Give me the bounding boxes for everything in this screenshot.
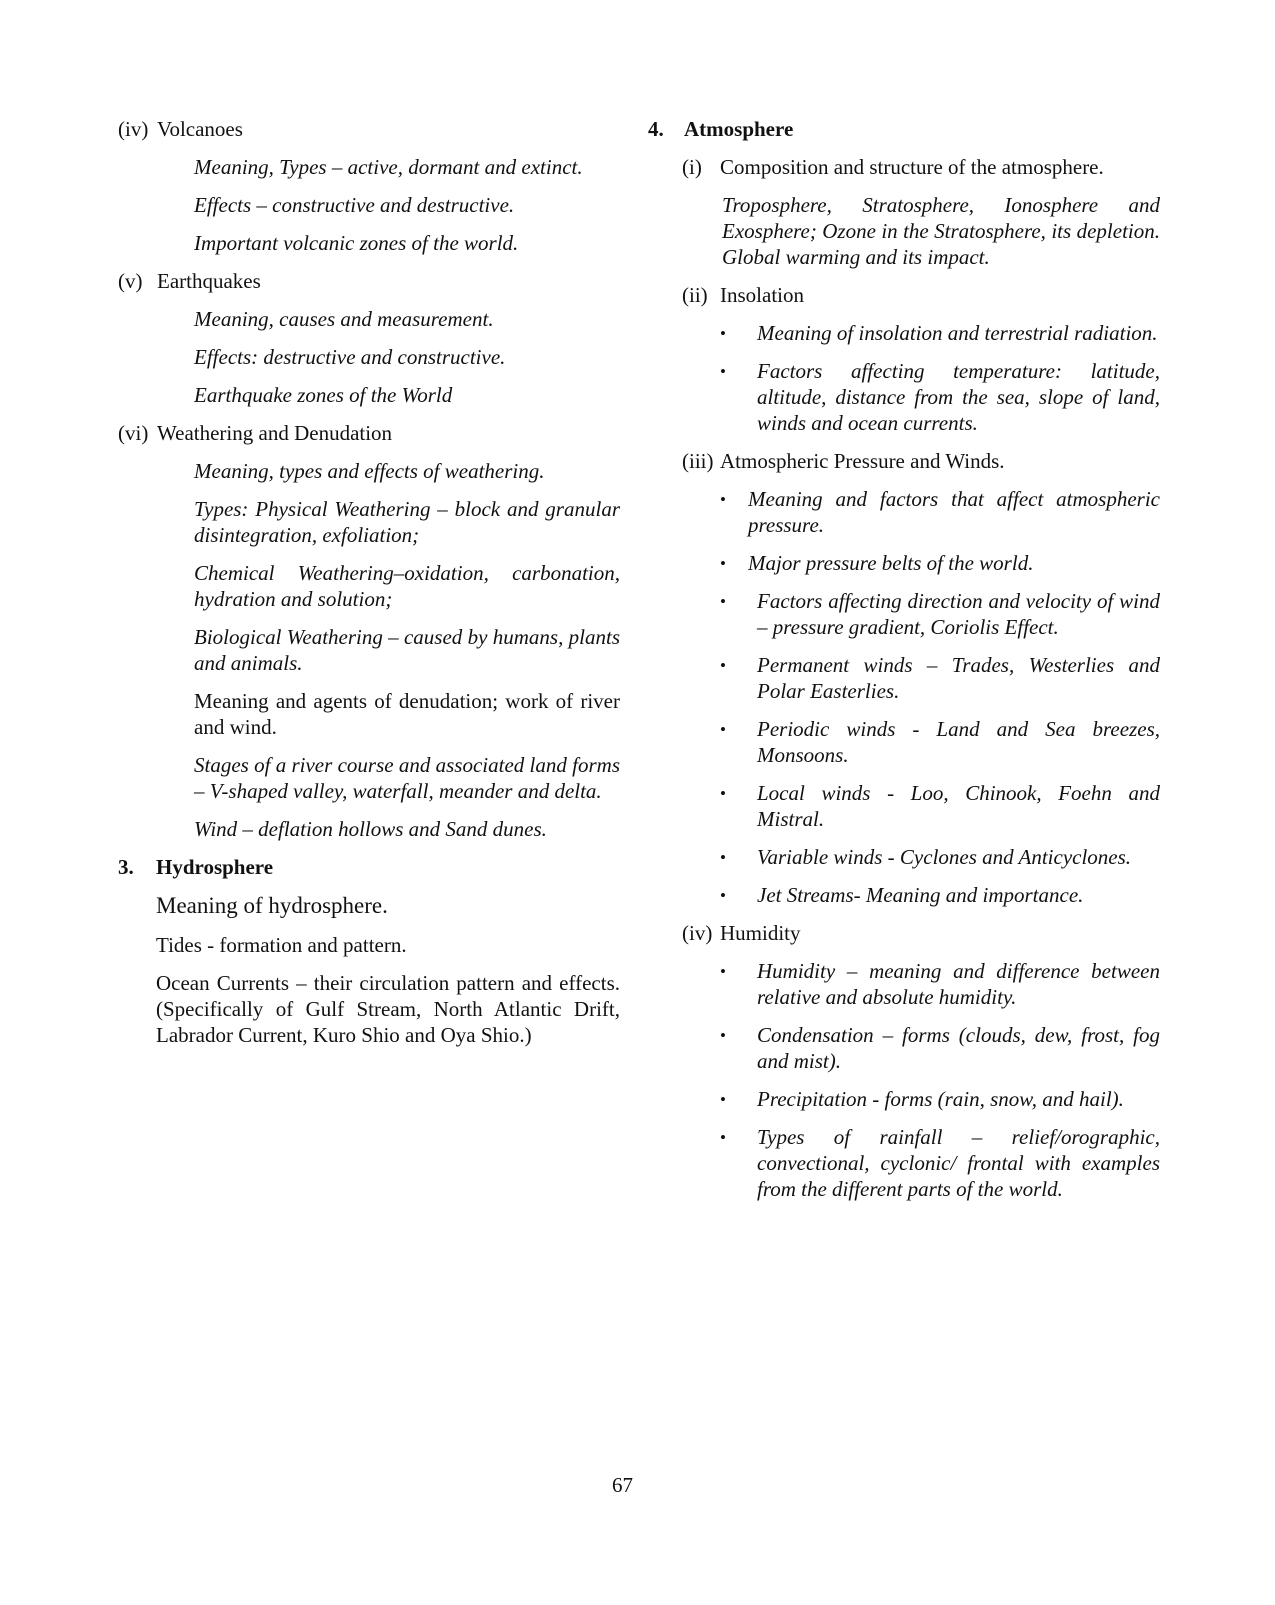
bullet-icon: • xyxy=(720,1026,726,1045)
humidity-heading xyxy=(648,920,1160,946)
atmosphere-number: 4. xyxy=(648,117,664,141)
pressure-list-b xyxy=(648,588,1160,908)
volcanoes-line: Effects – constructive and destructive. xyxy=(194,193,515,217)
bullet-icon: • xyxy=(720,362,726,381)
list-item-text: Humidity – meaning and difference between relative and absolute humidity. xyxy=(757,959,1160,1009)
hydrosphere-title: Hydrosphere xyxy=(156,855,274,879)
weathering-title: Weathering and Denudation xyxy=(157,421,393,445)
bullet-icon: • xyxy=(720,656,726,675)
atmosphere-title: Atmosphere xyxy=(684,117,794,141)
volcanoes-heading xyxy=(118,116,620,142)
insolation-number: (ii) xyxy=(682,283,708,307)
page-number: 67 xyxy=(612,1473,633,1497)
list-item-text: Factors affecting direction and velocity of wind – pressure gradient, Coriolis Effect. xyxy=(757,589,1160,639)
volcanoes-line: Important volcanic zones of the world. xyxy=(194,231,519,255)
atmosphere-heading xyxy=(648,116,1160,142)
weathering-line: Chemical Weathering–oxidation, carbonation, hydration and solution; xyxy=(194,561,620,611)
list-item-text: Major pressure belts of the world. xyxy=(748,551,1034,575)
pressure-title: Atmospheric Pressure and Winds. xyxy=(720,449,1005,473)
left-column xyxy=(118,116,620,1060)
earthquakes-heading xyxy=(118,268,620,294)
list-item xyxy=(648,588,1160,640)
list-item-text: Condensation – forms (clouds, dew, frost, fog and mist). xyxy=(757,1023,1160,1073)
list-item xyxy=(648,1124,1160,1202)
hydrosphere-heading xyxy=(118,854,620,880)
bullet-icon: • xyxy=(720,848,726,867)
pressure-list-a xyxy=(648,486,1160,576)
list-item-text: Factors affecting temperature: latitude, altitude, distance from the sea, slope of land, winds and ocean currents. xyxy=(757,359,1160,435)
bullet-icon: • xyxy=(720,490,726,509)
composition-text: Troposphere, Stratosphere, Ionosphere and Exosphere; Ozone in the Stratosphere, its depletion. Global warming and its impact. xyxy=(722,193,1160,269)
list-item xyxy=(648,486,1160,538)
volcanoes-number: (iv) xyxy=(118,117,149,141)
bullet-icon: • xyxy=(720,554,726,573)
bullet-icon: • xyxy=(720,886,726,905)
earthquakes-number: (v) xyxy=(118,269,143,293)
earthquakes-line: Earthquake zones of the World xyxy=(194,383,453,407)
list-item xyxy=(648,882,1160,908)
bullet-icon: • xyxy=(720,720,726,739)
river-stages-text: Stages of a river course and associated land forms – V-shaped valley, waterfall, meander and delta. xyxy=(194,753,620,803)
pressure-heading xyxy=(648,448,1160,474)
bullet-icon: • xyxy=(720,1090,726,1109)
ocean-currents-text: Ocean Currents – their circulation pattern and effects. (Specifically of Gulf Stream, North Atlantic Drift, Labrador Current, Kuro Shio and Oya Shio.) xyxy=(156,971,620,1047)
denudation-text: Meaning and agents of denudation; work of river and wind. xyxy=(194,689,620,739)
humidity-number: (iv) xyxy=(682,921,713,945)
list-item xyxy=(648,652,1160,704)
list-item xyxy=(648,844,1160,870)
volcanoes-line: Meaning, Types – active, dormant and extinct. xyxy=(194,155,583,179)
bullet-icon: • xyxy=(720,324,726,343)
bullet-icon: • xyxy=(720,1128,726,1147)
list-item-text: Meaning of insolation and terrestrial radiation. xyxy=(757,321,1158,345)
bullet-icon: • xyxy=(720,962,726,981)
earthquakes-line: Meaning, causes and measurement. xyxy=(194,307,494,331)
wind-landforms-text: Wind – deflation hollows and Sand dunes. xyxy=(194,817,547,841)
list-item xyxy=(648,1086,1160,1112)
insolation-heading xyxy=(648,282,1160,308)
volcanoes-title: Volcanoes xyxy=(157,117,243,141)
weathering-heading xyxy=(118,420,620,446)
earthquakes-line: Effects: destructive and constructive. xyxy=(194,345,506,369)
tides-text: Tides - formation and pattern. xyxy=(156,933,407,957)
hydrosphere-meaning: Meaning of hydrosphere. xyxy=(156,893,388,918)
list-item-text: Precipitation - forms (rain, snow, and hail). xyxy=(757,1087,1124,1111)
list-item xyxy=(648,716,1160,768)
composition-number: (i) xyxy=(682,155,702,179)
right-column xyxy=(648,116,1160,1214)
list-item-text: Local winds - Loo, Chinook, Foehn and Mistral. xyxy=(757,781,1160,831)
composition-title: Composition and structure of the atmosphere. xyxy=(720,155,1104,179)
list-item-text: Permanent winds – Trades, Westerlies and Polar Easterlies. xyxy=(757,653,1160,703)
list-item-text: Meaning and factors that affect atmospheric pressure. xyxy=(748,487,1160,537)
list-item-text: Jet Streams- Meaning and importance. xyxy=(757,883,1084,907)
bullet-icon: • xyxy=(720,592,726,611)
list-item-text: Types of rainfall – relief/orographic, convectional, cyclonic/ frontal with examples from the different parts of the world. xyxy=(757,1125,1160,1201)
weathering-line: Meaning, types and effects of weathering. xyxy=(194,459,545,483)
weathering-line: Types: Physical Weathering – block and granular disintegration, exfoliation; xyxy=(194,497,620,547)
insolation-title: Insolation xyxy=(720,283,804,307)
pressure-number: (iii) xyxy=(682,449,714,473)
humidity-list xyxy=(648,958,1160,1202)
hydrosphere-number: 3. xyxy=(118,855,134,879)
earthquakes-title: Earthquakes xyxy=(157,269,261,293)
list-item xyxy=(648,958,1160,1010)
list-item xyxy=(648,358,1160,436)
list-item xyxy=(648,550,1160,576)
list-item xyxy=(648,1022,1160,1074)
list-item xyxy=(648,780,1160,832)
bullet-icon: • xyxy=(720,784,726,803)
list-item-text: Periodic winds - Land and Sea breezes, Monsoons. xyxy=(757,717,1160,767)
weathering-line: Biological Weathering – caused by humans, plants and animals. xyxy=(194,625,620,675)
list-item-text: Variable winds - Cyclones and Anticyclones. xyxy=(757,845,1132,869)
weathering-number: (vi) xyxy=(118,421,149,445)
composition-heading xyxy=(648,154,1160,180)
humidity-title: Humidity xyxy=(720,921,801,945)
list-item xyxy=(648,320,1160,346)
insolation-list xyxy=(648,320,1160,436)
